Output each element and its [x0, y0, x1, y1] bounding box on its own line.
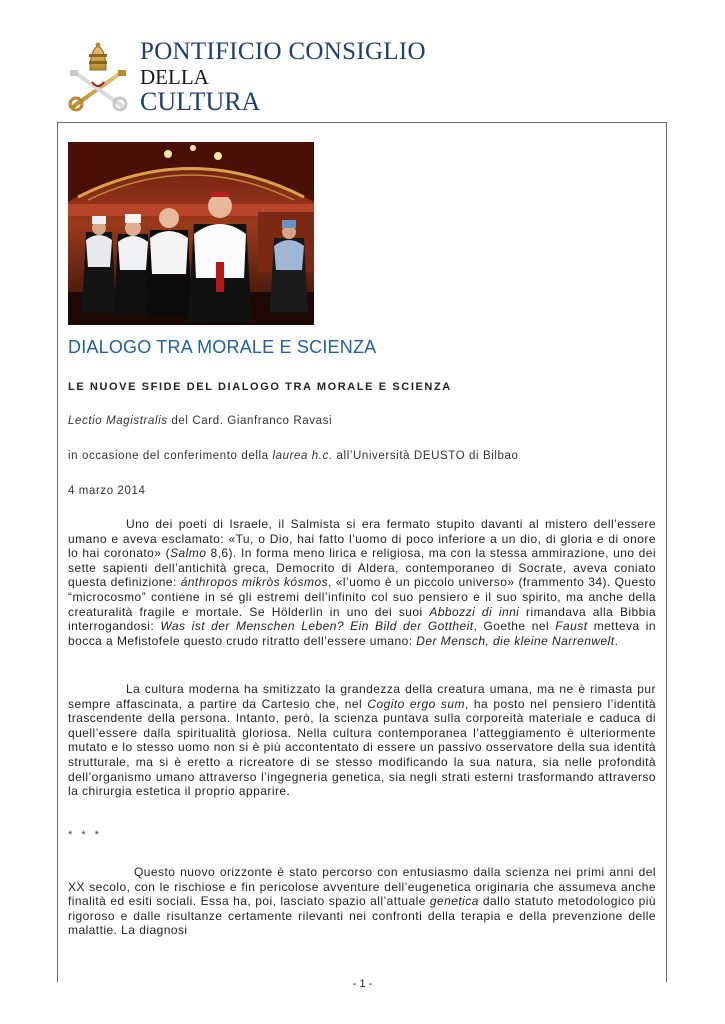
occasion-italic: laurea h.c.	[272, 450, 333, 462]
p1-text-a: Uno dei poeti di Israele, il Salmista si era fermato stupito davanti al mistero dell’essere umano e aveva esclamato: «Tu, o Dio, hai fatto l’uomo di poco inferiore a un dio, di gloria e di onore lo hai coronato» (	[68, 517, 656, 561]
p1-text-e: , «l’uomo è un piccolo universo» (frammento 34). Questo “microcosmo” contiene in sé gli estremi dell’infinito col suo pensiero e il suo spirito, ma anche della creaturalità fragile e mortale. Se Hölderlin in uno dei suoi	[68, 575, 657, 619]
org-line-1: PONTIFICIO CONSIGLIO	[140, 38, 426, 65]
p2-italic-b: Cogito ergo sum	[367, 696, 465, 711]
p3-italic-b: genetica	[429, 894, 479, 909]
p1-italic-f: Abbozzi di inni	[429, 604, 520, 619]
p1-italic-b: Salmo	[170, 546, 207, 561]
ceremony-photo	[68, 142, 314, 325]
p3-text-c: dallo statuto metodologico più rigoroso e dalle risultanze certamente rilevanti nei confronti della terapia e della prevenzione delle malattie. La diagnosi	[68, 894, 656, 938]
p2-text-c: , ha posto nel pensiero l’identità trascendente della persona. Intanto, però, la scienza puntava sulla corporeità materiale e caduca di quell’essere dalla spiritualità gloriosa. Nella cultura contemporanea l’atteggiamento è ulteriormente mutato e lo stesso uomo non si è più accontentato di essere un passivo osservatore della sua identità strutturale, ma si è eretto a ricreatore di se stesso modificando la sua natura, sia nelle profondità dell’organismo umano attraverso l’ingegneria genetica, sia negli strati esterni trasformando attraverso la chirurgia estetica il proprio apparire.	[68, 696, 656, 799]
byline-rest: del Card. Gianfranco Ravasi	[167, 415, 333, 427]
article-subtitle: LE NUOVE SFIDE DEL DIALOGO TRA MORALE E SCIENZA	[68, 381, 452, 393]
p1-text-g: rimandava alla Bibbia interrogandosi:	[68, 604, 657, 634]
byline	[68, 415, 332, 427]
article-title: DIALOGO TRA MORALE E SCIENZA	[68, 337, 377, 357]
paragraph-3	[68, 865, 656, 938]
p1-text-m: .	[614, 633, 619, 648]
p1-text-i: , Goethe nel	[473, 619, 556, 634]
org-line-2: DELLA	[140, 65, 209, 89]
p1-text-c: 8,6). In forma meno lirica e religiosa, ma con la stessa ammirazione, uno dei sette sapienti dell’antichità greca, Democrito di Aldera, contemporaneo di Socrate, aveva coniato questa definizione:	[68, 546, 657, 590]
paragraph-2	[68, 682, 656, 799]
p1-italic-j: Faust	[555, 619, 588, 634]
occasion-a: in occasione del conferimento della	[68, 450, 273, 462]
organization-name	[140, 38, 426, 115]
p1-text-k: metteva in bocca a Mefistofele questo crudo ritratto dell’essere umano:	[68, 619, 656, 648]
p1-italic-h: Was ist der Menschen Leben? Ein Bild der Gottheit	[160, 619, 474, 634]
page-number: - 1 -	[352, 978, 373, 990]
org-line-3: CULTURA	[140, 87, 261, 116]
paragraph-1	[68, 517, 656, 648]
occasion-line	[68, 450, 519, 462]
p3-text-a: Questo nuovo orizzonte è stato percorso con entusiasmo dalla scienza nei primi anni del XX secolo, con le rischiose e fin pericolose avventure dell’eugenetica originaria che assumeva anche finalità ed esiti sociali. Essa ha, poi, lasciato spazio all’attuale	[68, 865, 656, 909]
p1-italic-l: Der Mensch, die kleine Narrenwelt	[416, 633, 615, 648]
article-date: 4 marzo 2014	[68, 485, 146, 497]
p2-text-a: La cultura moderna ha smitizzato la grandezza della creatura umana, ma ne è rimasta pur sempre affascinata, a partire da Cartesio che, nel	[68, 682, 656, 711]
occasion-b: all’Università DEUSTO di Bilbao	[332, 450, 519, 462]
p1-italic-d: ánthropos mikròs kósmos	[180, 575, 329, 590]
byline-italic: Lectio Magistralis	[68, 415, 168, 427]
papal-emblem-icon	[68, 42, 128, 112]
section-separator: * * *	[68, 829, 102, 841]
